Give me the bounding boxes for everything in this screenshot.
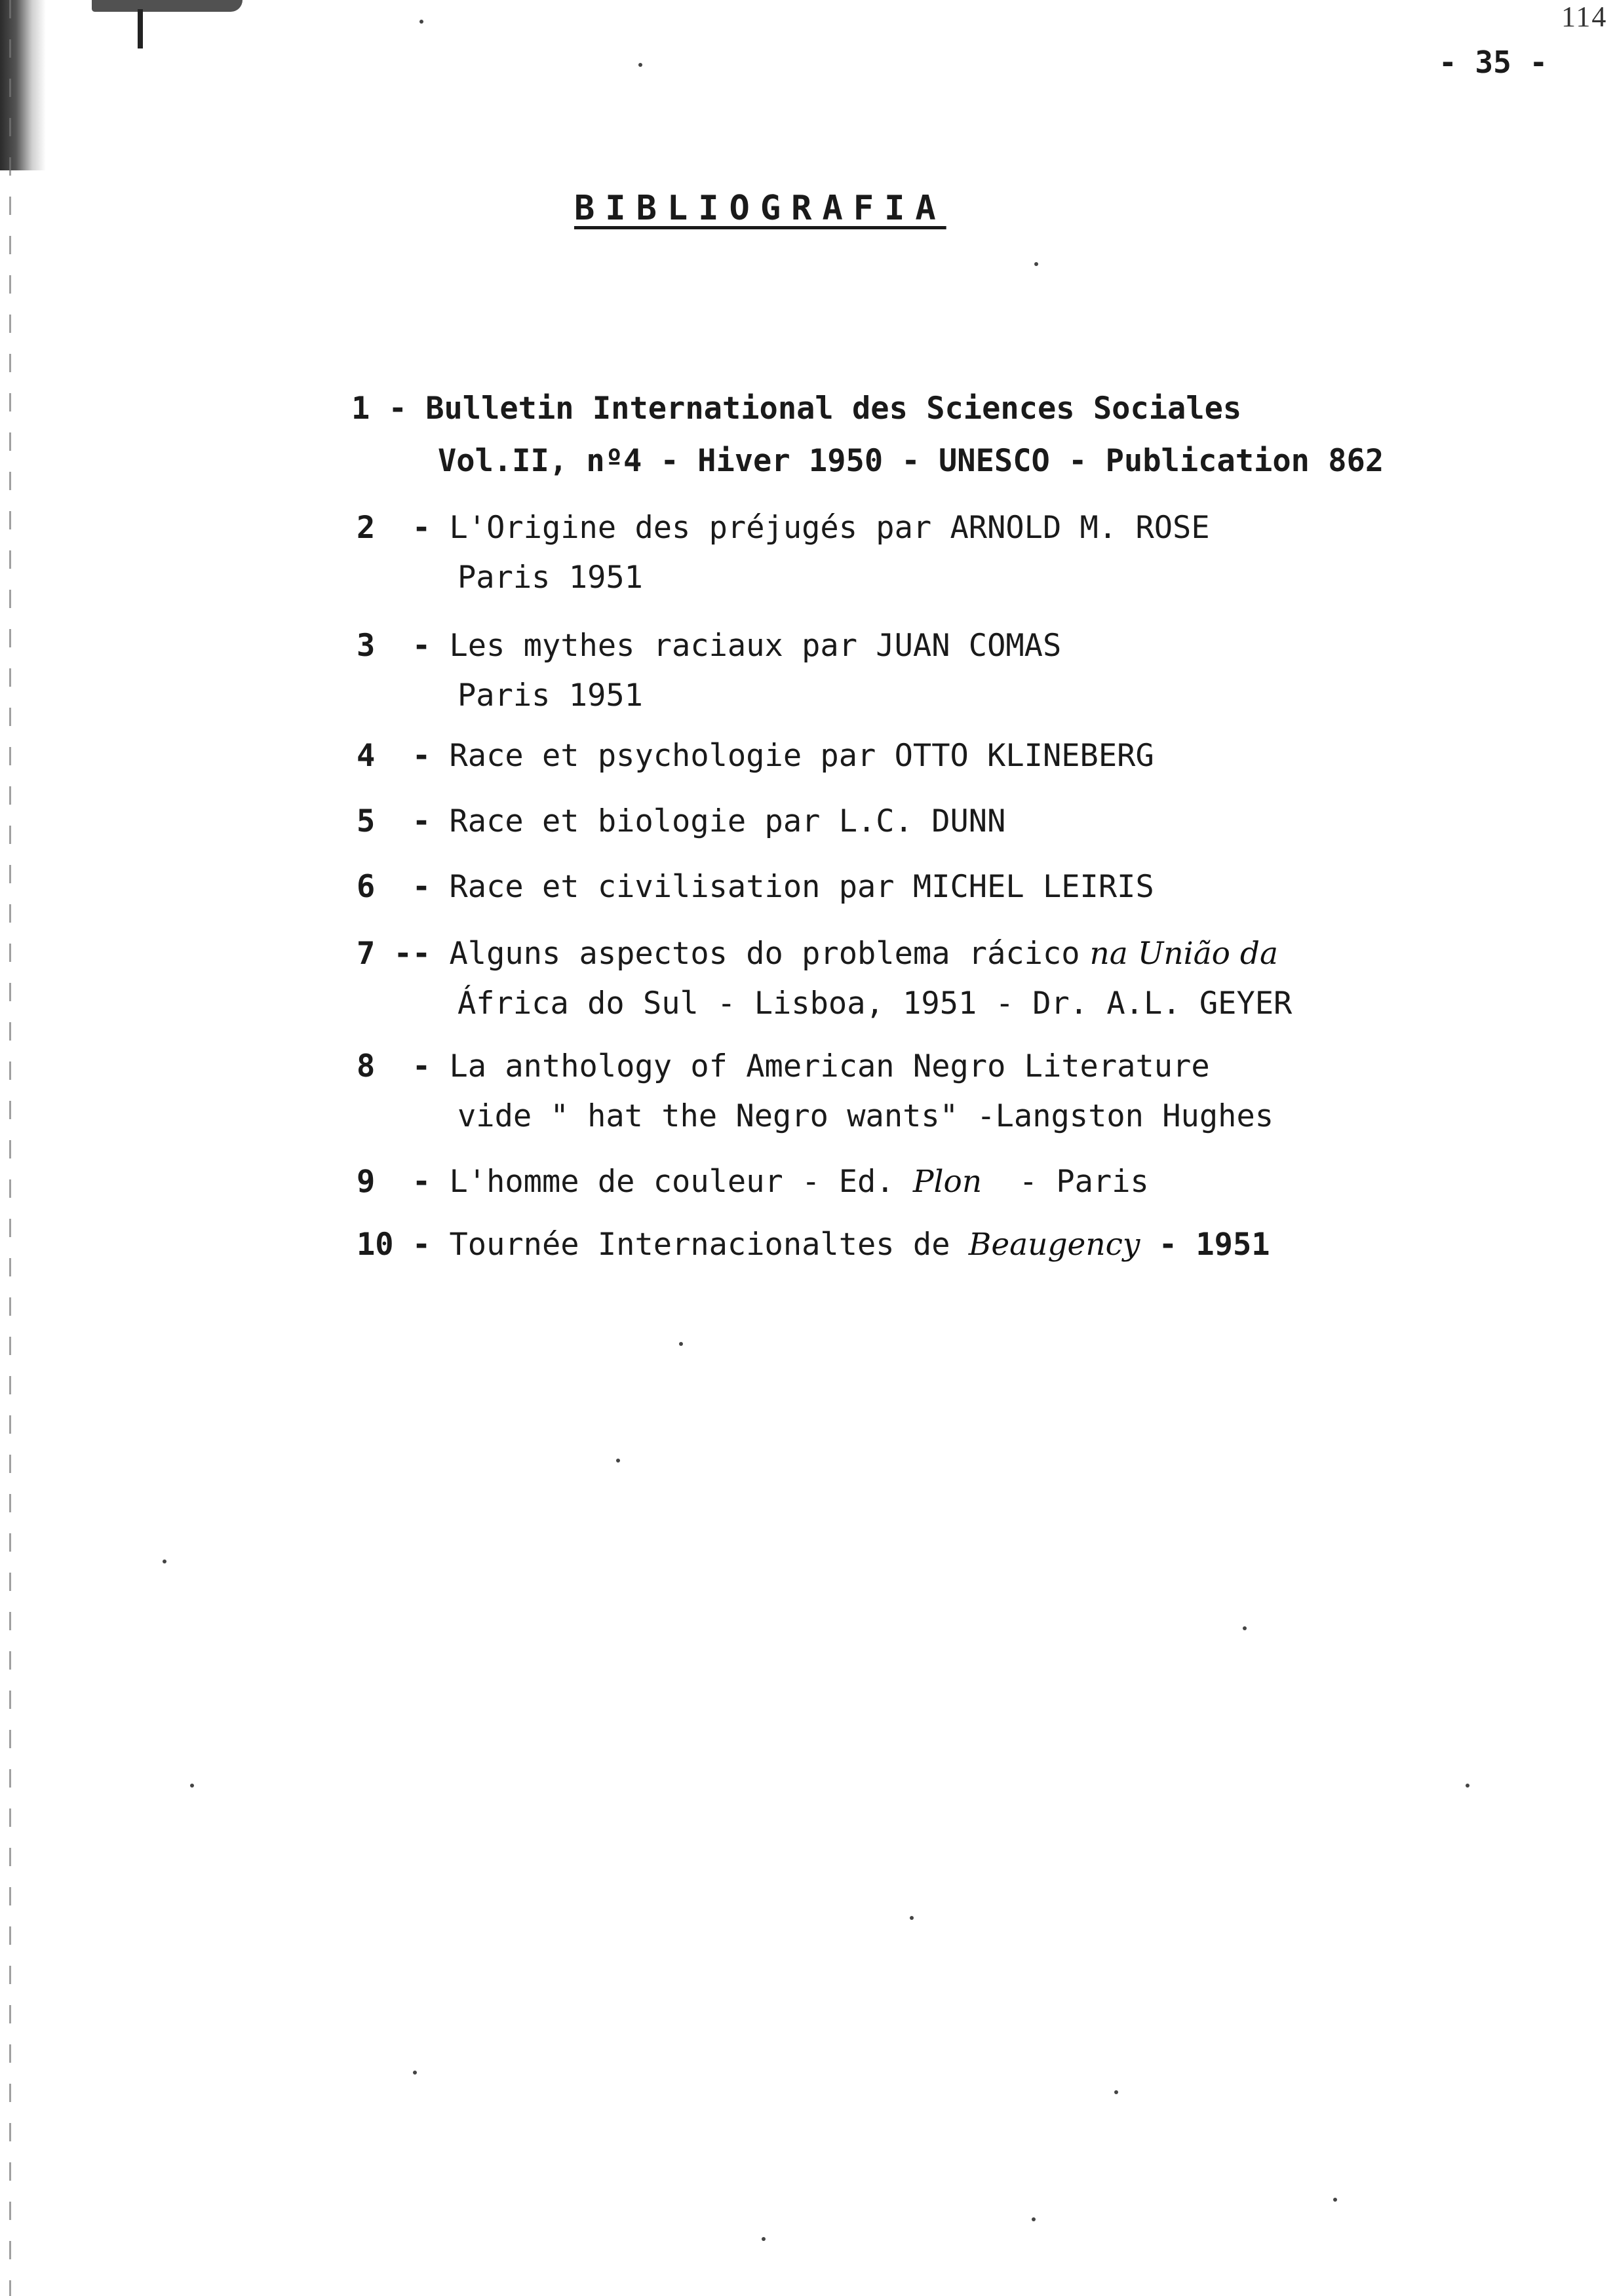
entry-separator: - [375,738,450,774]
scan-speck [413,2071,417,2075]
entry-number: 6 [357,869,376,905]
scan-edge-line [9,0,11,2296]
entry-line-1b: - 1951 [1140,1227,1270,1263]
scan-smudge [92,0,243,12]
entry-number: 9 [357,1164,376,1200]
entry-separator: - [375,803,450,839]
handwritten-annotation: Plon [912,1164,983,1200]
entry-line-1: La anthology of American Negro Literature [449,1048,1210,1084]
scan-speck [1032,2217,1036,2221]
bibliography-entry-10 [357,1166,1270,1324]
handwritten-annotation: na União da [1080,936,1279,972]
entry-line-1a: Tournée Internacionaltes de [449,1227,969,1263]
entry-line-2: Paris 1951 [457,678,643,714]
entry-line-2: vide " hat the Negro wants" -Langston Hughes [457,1098,1274,1134]
entry-line-1: Race et psychologie par OTTO KLINEBERG [449,738,1154,774]
entry-separator: - [370,391,426,427]
entry-separator: - [375,869,450,905]
entry-line-2: Paris 1951 [457,560,643,596]
entry-separator: - [375,510,450,546]
scan-speck [1114,2090,1118,2094]
scan-speck [1243,1626,1247,1630]
page-number: - 35 - [1439,45,1548,80]
entry-line-1: Alguns aspectos do problema rácico [449,936,1080,972]
entry-line-1: Les mythes raciaux par JUAN COMAS [449,628,1062,664]
scan-speck [616,1459,620,1463]
entry-line-1a: L'homme de couleur - Ed. [449,1164,913,1200]
entry-separator: - [393,1227,450,1263]
scan-speck [163,1559,166,1563]
folio-number: 114 [1561,1,1608,33]
entry-number: 2 [357,510,376,546]
entry-separator: - [375,1164,450,1200]
entry-line-2: Vol.II, nº4 - Hiver 1950 - UNESCO - Publication 862 [438,443,1384,479]
entry-line-1b: - Paris [982,1164,1149,1200]
entry-number: 7 [357,936,376,972]
entry-number: 8 [357,1048,376,1084]
scan-speck [910,1916,914,1920]
scan-speck [638,63,642,67]
scan-speck [419,20,423,24]
page-title: BIBLIOGRAFIA [574,189,946,228]
entry-number: 10 [357,1227,394,1263]
entry-number: 3 [357,628,376,664]
scan-speck [1333,2198,1337,2202]
scan-speck [190,1784,194,1788]
entry-separator: -- [375,936,450,972]
entry-separator: - [375,628,450,664]
scan-speck [679,1342,683,1346]
entry-line-1: L'Origine des préjugés par ARNOLD M. ROSE [449,510,1210,546]
entry-line-1: Bulletin International des Sciences Sociales [425,391,1242,427]
scan-speck [1034,262,1038,266]
entry-number: 5 [357,803,376,839]
entry-line-1: Race et civilisation par MICHEL LEIRIS [449,869,1154,905]
entry-line-2: África do Sul - Lisboa, 1951 - Dr. A.L. GEYER [457,985,1293,1022]
scan-edge-shadow [0,0,46,170]
entry-line-1: Race et biologie par L.C. DUNN [449,803,1006,839]
entry-number: 4 [357,738,376,774]
scan-mark [138,9,143,48]
handwritten-annotation: Beaugency [968,1227,1140,1263]
entry-separator: - [375,1048,450,1084]
scan-speck [1466,1784,1469,1788]
entry-number: 1 [351,391,370,427]
scan-speck [762,2237,766,2241]
